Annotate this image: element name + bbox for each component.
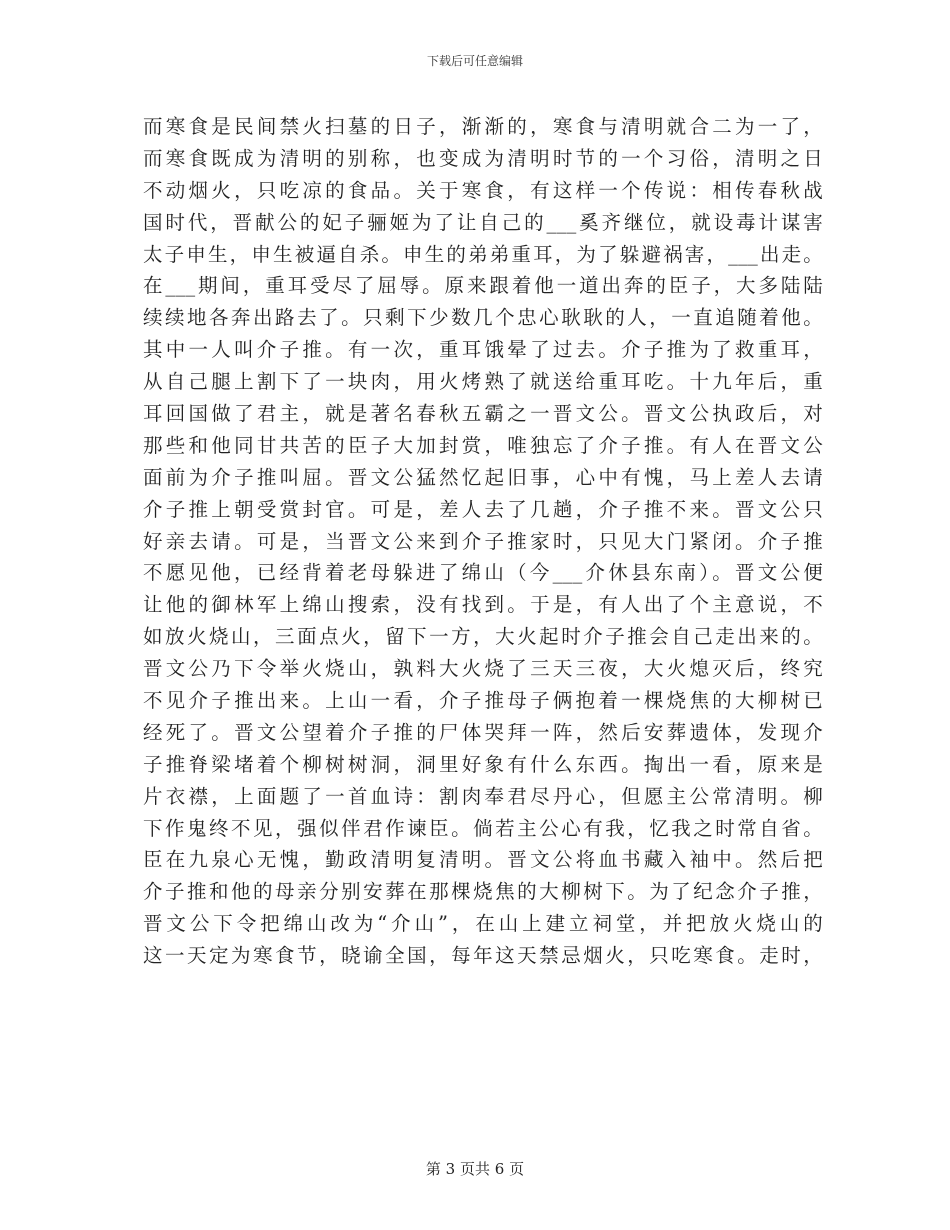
text-line: 臣在九泉心无愧，勤政清明复清明。晋文公将血书藏入袖中。然后把 [143,848,823,872]
text-line: 国时代，晋献公的妃子骊姬为了让自己的___奚齐继位，就设毒计谋害 [143,210,823,234]
text-line: 让他的御林军上绵山搜索，没有找到。于是，有人出了个主意说，不 [143,593,823,617]
text-line: 从自己腿上割下了一块肉，用火烤熟了就送给重耳吃。十九年后，重 [143,370,823,394]
text-line: 而寒食是民间禁火扫墓的日子，渐渐的，寒食与清明就合二为一了， [143,115,823,138]
document-body [143,111,823,972]
text-line: 好亲去请。可是，当晋文公来到介子推家时，只见大门紧闭。介子推 [143,529,823,553]
text-line: 续续地各奔出路去了。只剩下少数几个忠心耿耿的人，一直追随着他。 [143,306,823,330]
text-line: 不愿见他，已经背着老母躲进了绵山（今___介休县东南）。晋文公便 [143,561,823,585]
text-line: 经死了。晋文公望着介子推的尸体哭拜一阵，然后安葬遗体，发现介 [143,720,823,744]
text-line: 介子推上朝受赏封官。可是，差人去了几趟，介子推不来。晋文公只 [143,497,823,521]
text-line: 介子推和他的母亲分别安葬在那棵烧焦的大柳树下。为了纪念介子推， [143,880,823,904]
text-line: 而寒食既成为清明的别称，也变成为清明时节的一个习俗，清明之日 [143,146,823,170]
page-number: 第 3 页共 6 页 [425,1160,525,1178]
text-line: 晋文公下令把绵山改为“介山”，在山上建立祠堂，并把放火烧山的 [143,912,823,936]
text-line: 面前为介子推叫屈。晋文公猛然忆起旧事，心中有愧，马上差人去请 [143,465,823,489]
text-line: 在___期间，重耳受尽了屈辱。原来跟着他一道出奔的臣子，大多陆陆 [143,274,823,298]
text-line: 耳回国做了君主，就是著名春秋五霸之一晋文公。晋文公执政后，对 [143,402,823,426]
text-line: 太子申生，申生被逼自杀。申生的弟弟重耳，为了躲避祸害，___出走。 [143,242,823,266]
text-line: 那些和他同甘共苦的臣子大加封赏，唯独忘了介子推。有人在晋文公 [143,433,823,457]
page-header-note: 下载后可任意编辑 [426,54,523,68]
text-line: 其中一人叫介子推。有一次，重耳饿晕了过去。介子推为了救重耳， [143,338,823,362]
text-line: 子推脊梁堵着个柳树树洞，洞里好象有什么东西。掏出一看，原来是 [143,752,823,776]
text-line: 这一天定为寒食节，晓谕全国，每年这天禁忌烟火，只吃寒食。走时， [143,944,823,968]
text-line: 如放火烧山，三面点火，留下一方，大火起时介子推会自己走出来的。 [143,625,823,649]
text-line: 不动烟火，只吃凉的食品。关于寒食，有这样一个传说：相传春秋战 [143,178,823,202]
text-line: 下作鬼终不见，强似伴君作谏臣。倘若主公心有我，忆我之时常自省。 [143,816,823,840]
text-line: 片衣襟，上面题了一首血诗：割肉奉君尽丹心，但愿主公常清明。柳 [143,784,823,808]
text-line: 不见介子推出来。上山一看，介子推母子俩抱着一棵烧焦的大柳树已 [143,689,823,713]
text-line: 晋文公乃下令举火烧山，孰料大火烧了三天三夜，大火熄灭后，终究 [143,657,823,681]
